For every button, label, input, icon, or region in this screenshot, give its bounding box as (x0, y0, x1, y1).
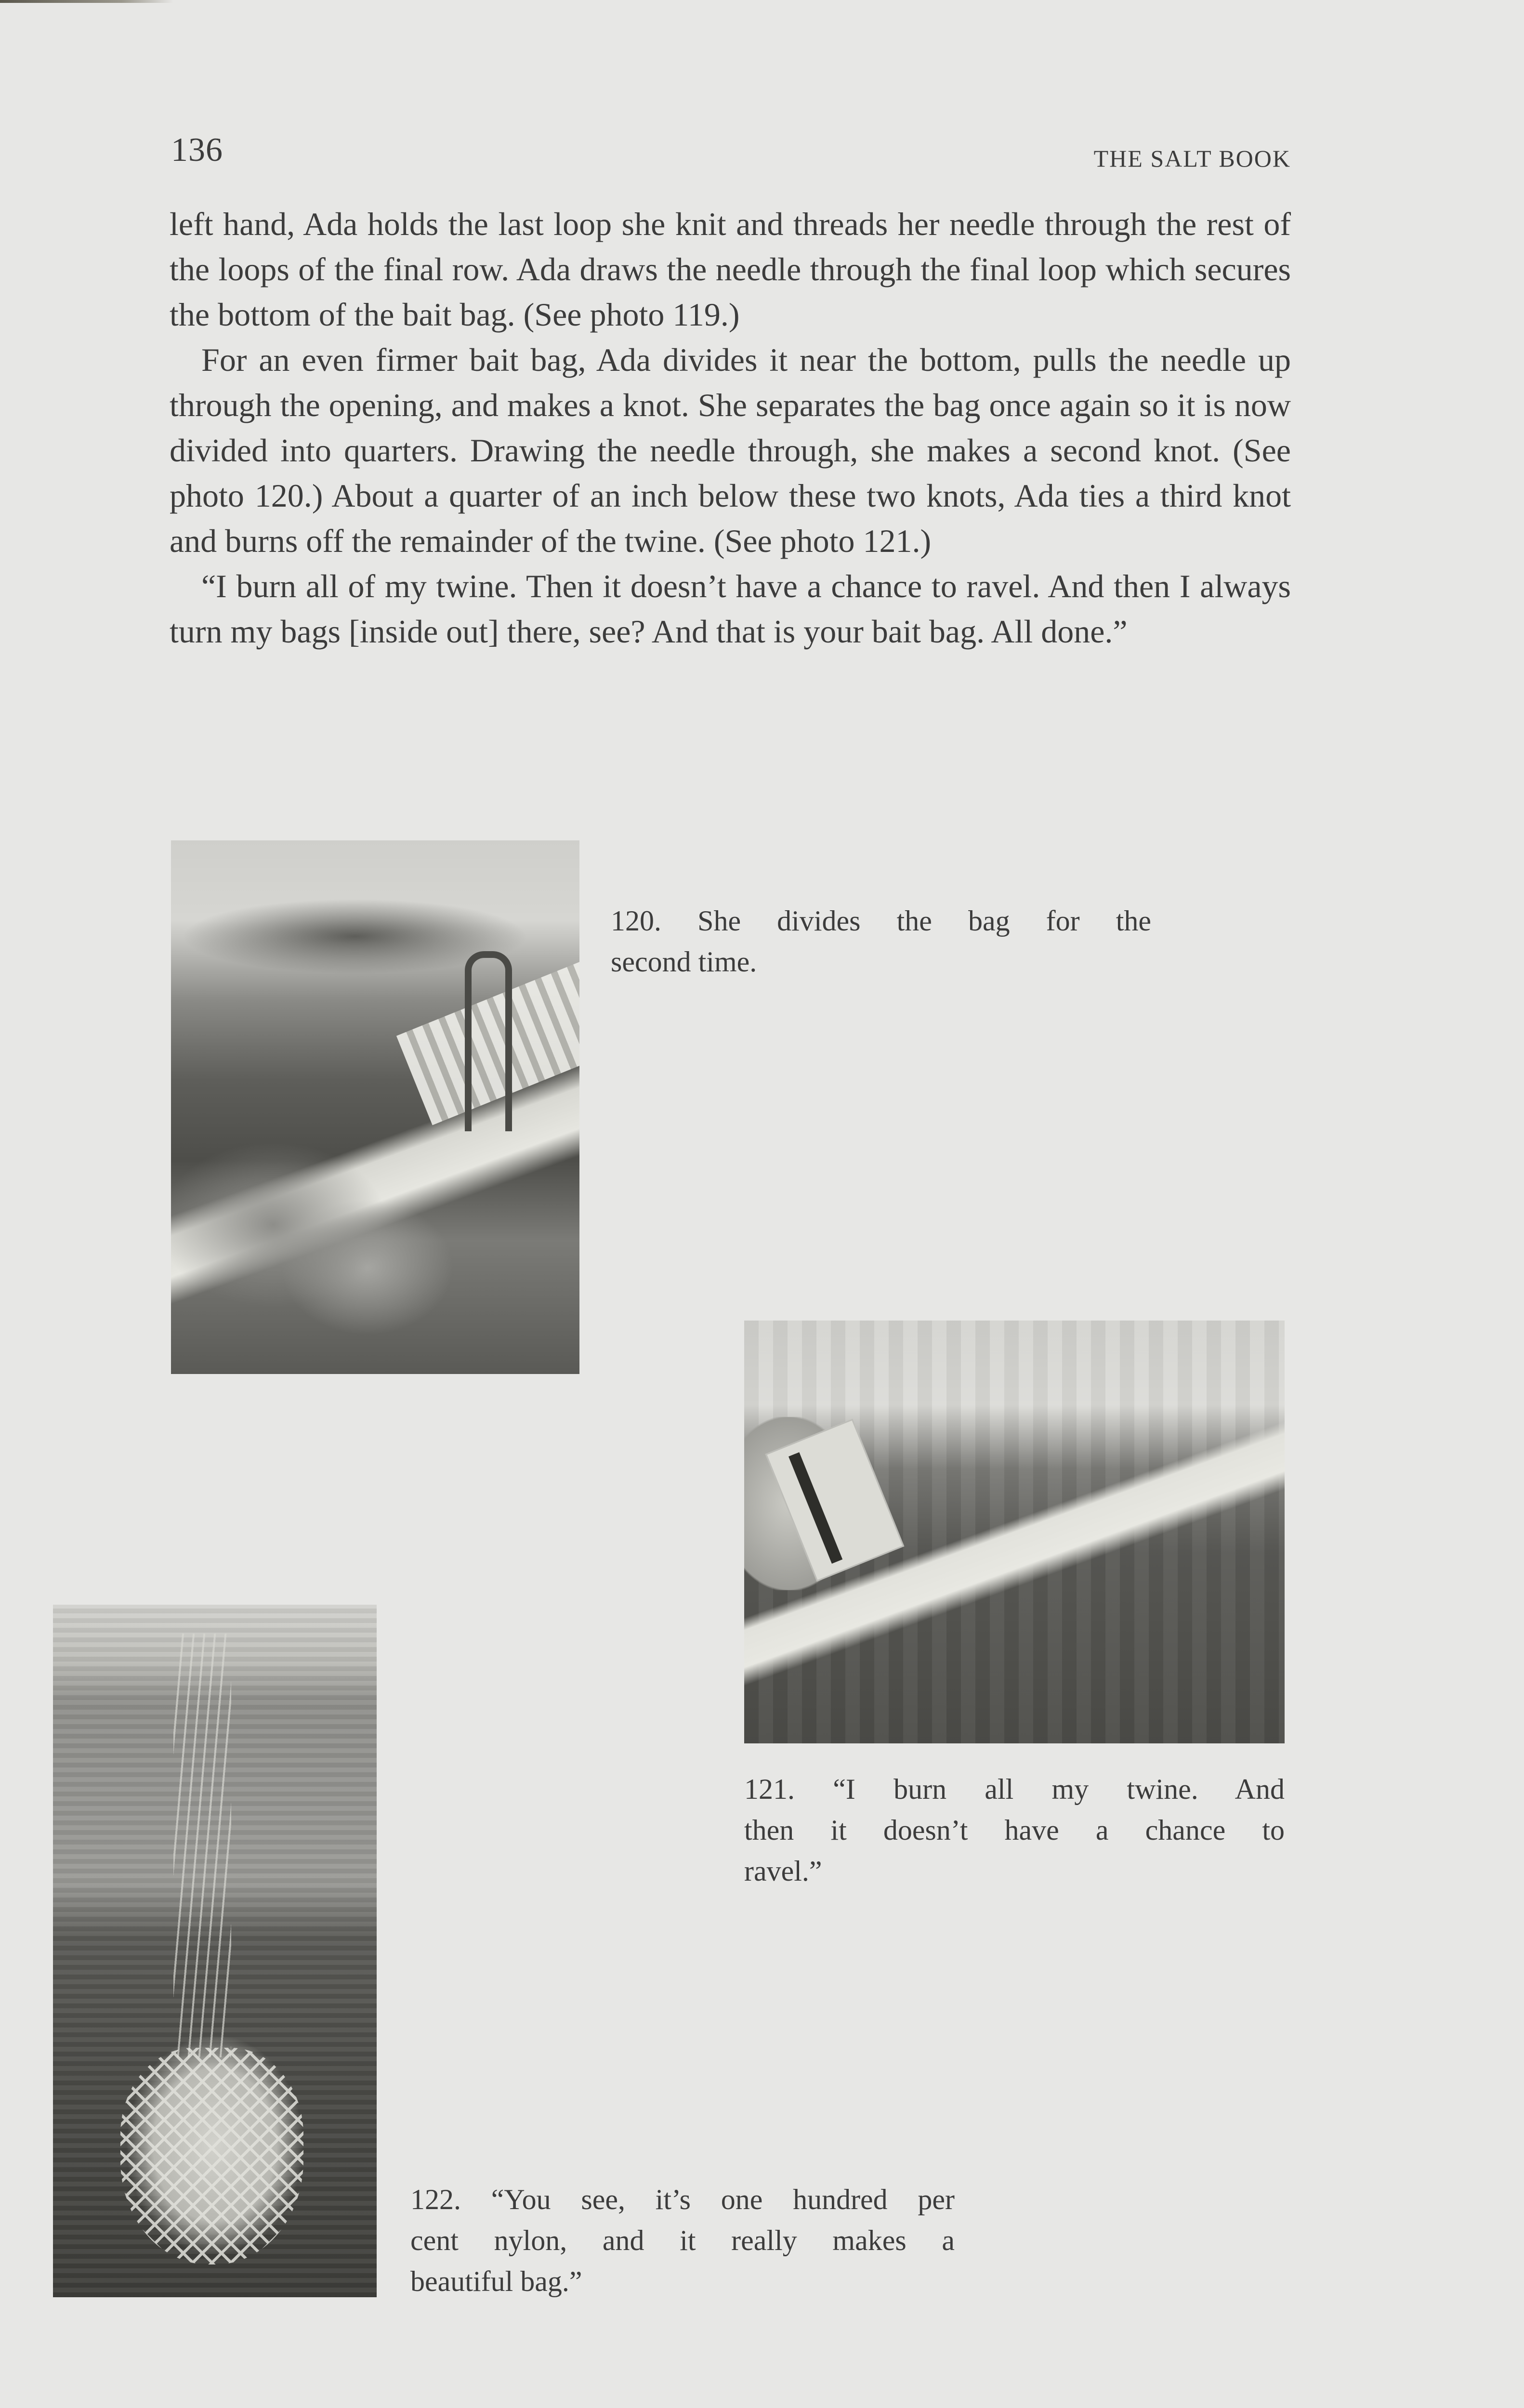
caption-121 (744, 1769, 1285, 1892)
hanging-strings (173, 1634, 231, 2057)
page-number: 136 (171, 131, 223, 169)
photo-121 (744, 1321, 1285, 1743)
photo-122 (53, 1605, 377, 2297)
caption-line: 121. “I burn all my twine. And (744, 1773, 1285, 1805)
scan-edge-shadow (0, 0, 173, 3)
paragraph: “I burn all of my twine. Then it doesn’t have a chance to ravel. And then I always turn my bags [inside out] there, see? And that is your bait bag. All done.” (170, 568, 1291, 650)
body-text (170, 201, 1291, 654)
running-head: THE SALT BOOK (1093, 145, 1291, 172)
caption-122 (410, 2179, 955, 2302)
paragraph: For an even firmer bait bag, Ada divides it near the bottom, pulls the needle up through the opening, and makes a knot. She separates the bag once again so it is now divided into quarters. Drawing the needle through, she makes a second knot. (See photo 120.) About a quarter of an inch below these two knots, Ada ties a third knot and burns off the remainder of the twine. (See photo 121.) (170, 341, 1291, 559)
caption-line: beautiful bag.” (410, 2265, 582, 2297)
caption-120 (611, 901, 1151, 982)
caption-line: ravel.” (744, 1855, 822, 1887)
netting-needle (465, 951, 512, 1131)
net-bag (120, 2048, 303, 2264)
caption-line: second time. (611, 946, 757, 978)
photo-120 (171, 840, 579, 1374)
caption-line: cent nylon, and it really makes a (410, 2225, 955, 2256)
caption-line: 120. She divides the bag for the (611, 905, 1151, 937)
caption-line: 122. “You see, it’s one hundred per (410, 2184, 955, 2215)
caption-line: then it doesn’t have a chance to (744, 1814, 1285, 1846)
paragraph: left hand, Ada holds the last loop she knit and threads her needle through the rest of the loops of the final row. Ada draws the needle through the final loop which secures the bottom of the bait bag. (See photo 119.) (170, 206, 1291, 333)
